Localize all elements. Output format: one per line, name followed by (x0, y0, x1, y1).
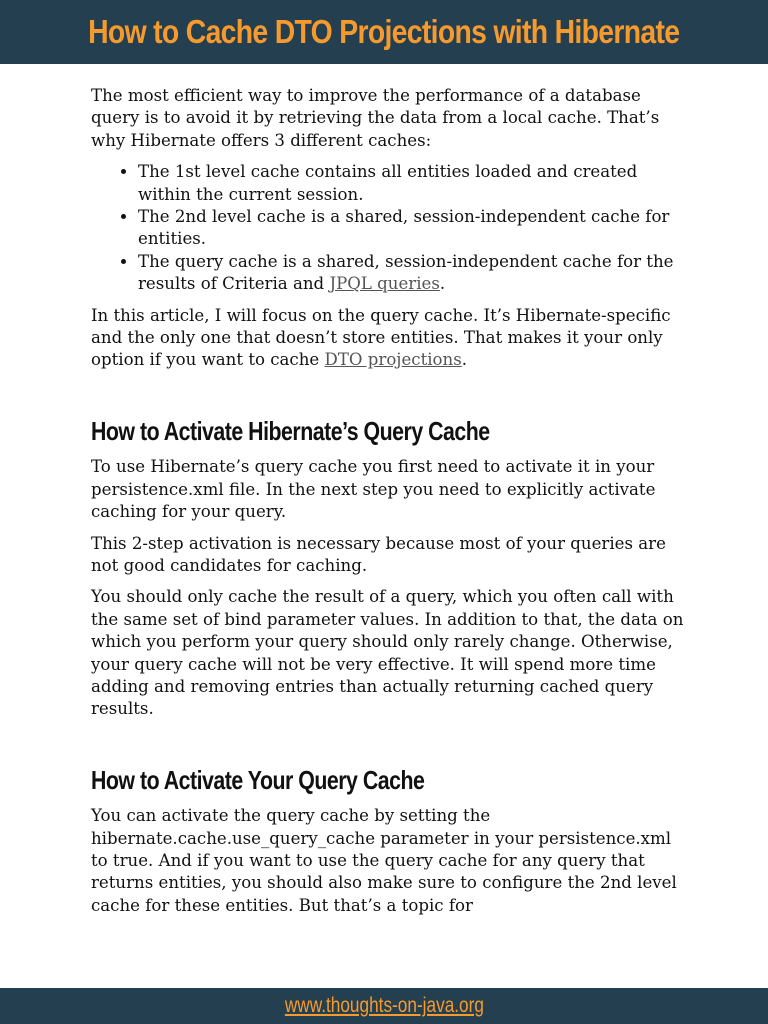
section1-paragraph-2: This 2-step activation is necessary because most of your queries are not good candidates for caching. (91, 533, 666, 575)
focus-text: In this article, I will focus on the query cache. It’s Hibernate-specific and the only one that doesn’t store entities. That makes it your only option if you want to cache (91, 305, 671, 370)
list-item-end: . (439, 274, 446, 294)
section1-paragraph-1: To use Hibernate’s query cache you first need to activate it in your persistence.xml file. In the next step you need to explicitly activate caching for your query. (91, 457, 656, 522)
list-item-text: The 1st level cache contains all entities loaded and created within the current session. (138, 162, 638, 204)
page-title: How to Cache DTO Projections with Hibernate (88, 13, 680, 50)
cache-list (91, 161, 691, 295)
dto-projections-link[interactable]: DTO projections (324, 350, 462, 370)
page-footer (0, 988, 768, 1024)
list-item (138, 161, 691, 206)
section2-paragraph-1: You can activate the query cache by setting the hibernate.cache.use_query_cache parameter in your persistence.xml to true. And if you want to use the query cache for any query that returns entities, you should also make sure to configure the 2nd level cache for these entities. But that’s a topic for (91, 806, 677, 915)
list-item (138, 206, 691, 251)
list-item-text: The query cache is a shared, session-independent cache for the results of Criteria and (138, 251, 674, 294)
article-body (91, 85, 691, 926)
jpql-queries-link[interactable]: JPQL queries (329, 274, 440, 294)
section-heading-activate-your-query-cache: How to Activate Your Query Cache (91, 764, 425, 795)
section-heading-activate-hibernate-query-cache: How to Activate Hibernate’s Query Cache (91, 415, 490, 446)
intro-paragraph: The most efficient way to improve the performance of a database query is to avoid it by retrieving the data from a local cache. That’s why Hibernate offers 3 different caches: (91, 86, 660, 150)
focus-end: . (461, 350, 468, 370)
section1-paragraph-3: You should only cache the result of a query, which you often call with the same set of bind parameter values. In addition to that, the data on which you perform your query should only rarely change. Otherwise, your query cache will not be very effective. It will spend more time adding and removing entries than actually returning cached query results. (91, 587, 684, 719)
focus-paragraph (91, 305, 691, 372)
list-item (138, 251, 691, 296)
page-header (0, 0, 768, 64)
list-item-text: The 2nd level cache is a shared, session-independent cache for entities. (138, 207, 670, 249)
website-link[interactable]: www.thoughts-on-java.org (284, 994, 484, 1017)
